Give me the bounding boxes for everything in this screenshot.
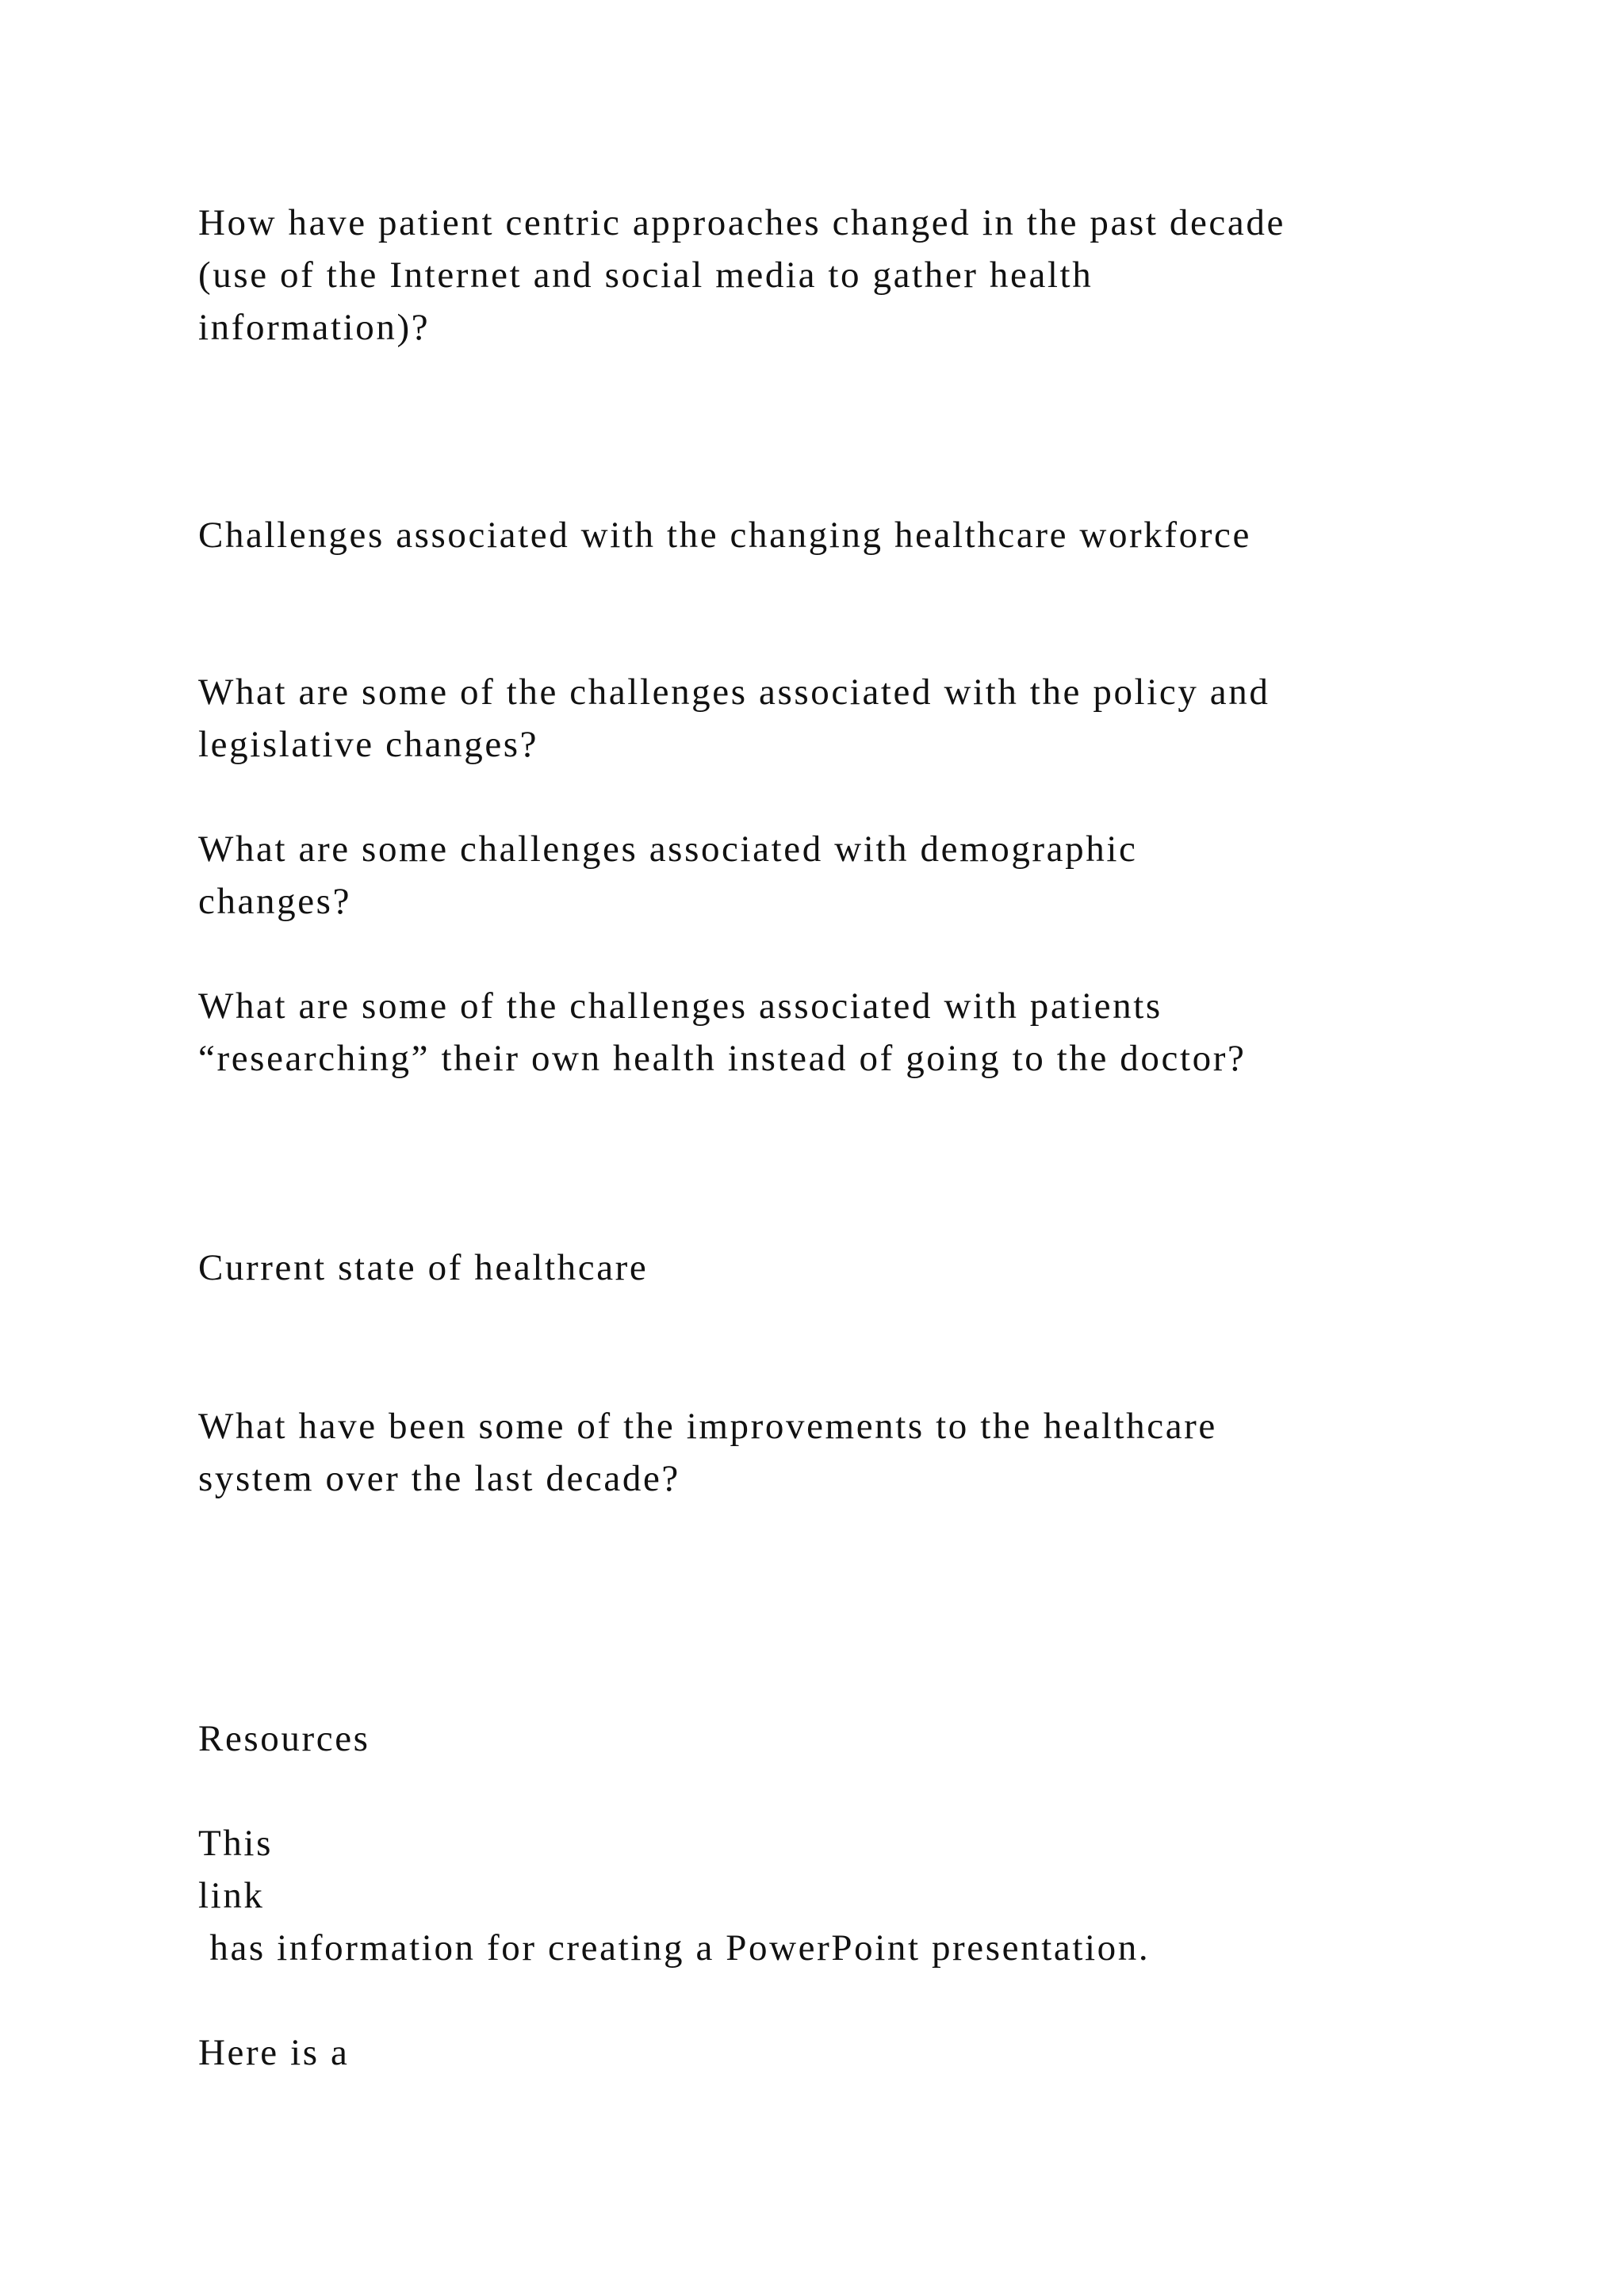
resources-text-powerpoint: has information for creating a PowerPoint presentation. bbox=[198, 1927, 1151, 1969]
question-researching-line-1: What are some of the challenges associated with patients bbox=[198, 985, 1162, 1027]
question-policy-line-2: legislative changes? bbox=[198, 724, 539, 765]
question-policy-line-1: What are some of the challenges associated with the policy and bbox=[198, 672, 1270, 713]
section-heading-current-state: Current state of healthcare bbox=[198, 1247, 649, 1288]
question-patient-centric-line-2: (use of the Internet and social media to gather health bbox=[198, 254, 1094, 296]
question-patient-centric-line-1: How have patient centric approaches changed in the past decade bbox=[198, 202, 1285, 243]
question-demographic-line-2: changes? bbox=[198, 881, 352, 922]
resources-text-here-is-a: Here is a bbox=[198, 2032, 350, 2073]
question-improvements-line-2: system over the last decade? bbox=[198, 1458, 680, 1499]
section-heading-challenges: Challenges associated with the changing healthcare workforce bbox=[198, 515, 1251, 556]
question-researching-line-2: “researching” their own health instead of going to the doctor? bbox=[198, 1038, 1247, 1079]
question-demographic-line-1: What are some challenges associated with demographic bbox=[198, 828, 1138, 870]
question-patient-centric-line-3: information)? bbox=[198, 307, 431, 348]
section-heading-resources: Resources bbox=[198, 1718, 370, 1759]
resources-link[interactable]: link bbox=[198, 1875, 265, 1916]
question-improvements-line-1: What have been some of the improvements to the healthcare bbox=[198, 1406, 1217, 1447]
resources-text-this: This bbox=[198, 1823, 273, 1864]
